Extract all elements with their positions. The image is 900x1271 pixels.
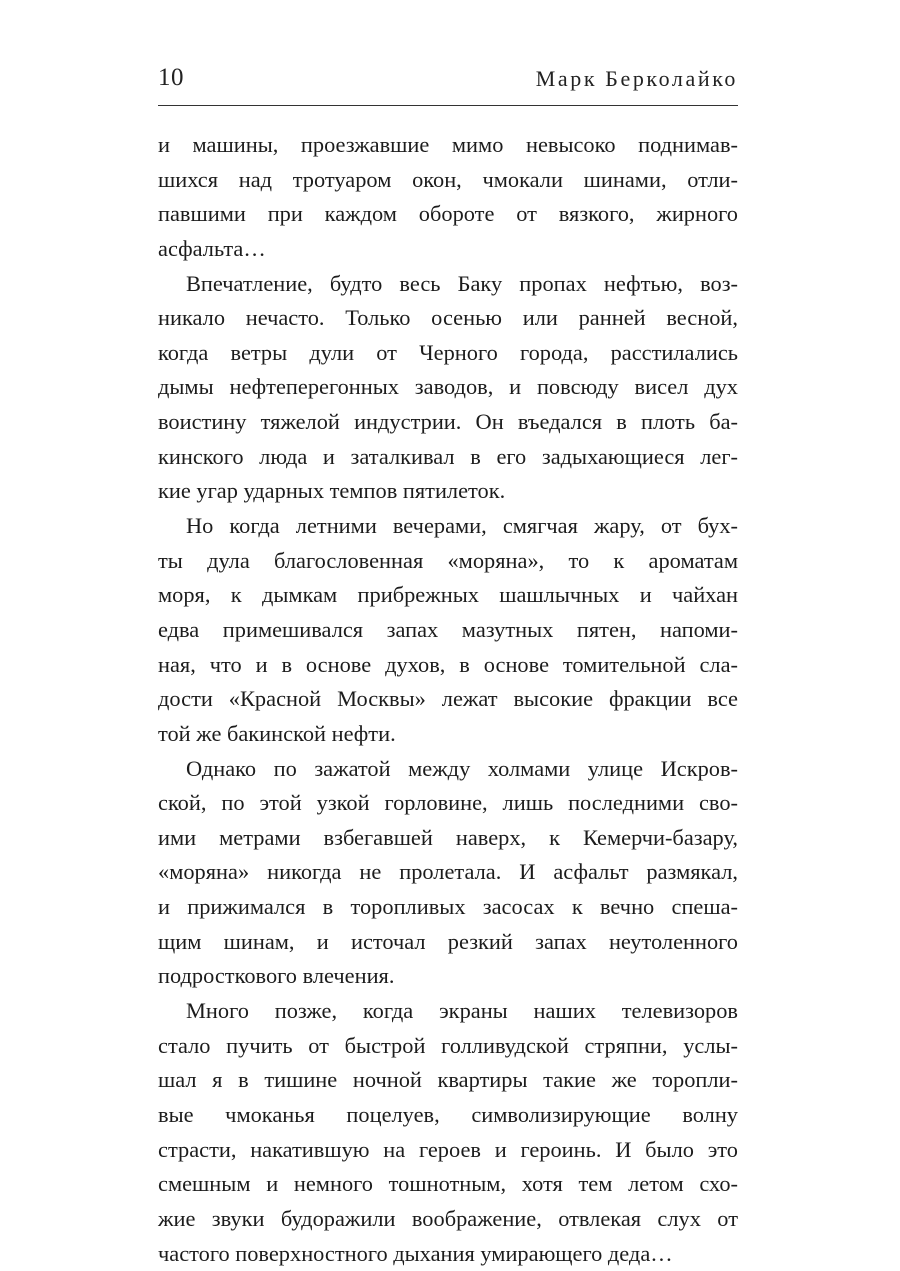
text-line: ими метрами взбегавшей наверх, к Кемерчи-базару, bbox=[158, 821, 738, 856]
text-line: щим шинам, и источал резкий запах неутоленного bbox=[158, 925, 738, 960]
text-line: Однако по зажатой между холмами улице Искров- bbox=[158, 752, 738, 787]
text-line: ты дула благословенная «моряна», то к ароматам bbox=[158, 544, 738, 579]
text-line: Но когда летними вечерами, смягчая жару, от бух- bbox=[158, 509, 738, 544]
text-line: асфальта… bbox=[158, 232, 738, 267]
text-line: частого поверхностного дыхания умирающего деда… bbox=[158, 1237, 738, 1271]
text-line: вые чмоканья поцелуев, символизирующие волну bbox=[158, 1098, 738, 1133]
text-line: моря, к дымкам прибрежных шашлычных и чайхан bbox=[158, 578, 738, 613]
text-line: никало нечасто. Только осенью или ранней весной, bbox=[158, 301, 738, 336]
header-rule bbox=[158, 105, 738, 106]
text-line: стало пучить от быстрой голливудской стряпни, услы- bbox=[158, 1029, 738, 1064]
text-line: когда ветры дули от Черного города, расстилались bbox=[158, 336, 738, 371]
text-line: жие звуки будоражили воображение, отвлекая слух от bbox=[158, 1202, 738, 1237]
body-text bbox=[158, 128, 738, 1271]
text-line: шихся над тротуаром окон, чмокали шинами, отли- bbox=[158, 163, 738, 198]
text-line: шал я в тишине ночной квартиры такие же торопли- bbox=[158, 1063, 738, 1098]
text-line: едва примешивался запах мазутных пятен, напоми- bbox=[158, 613, 738, 648]
text-line: и прижимался в торопливых засосах к вечно спеша- bbox=[158, 890, 738, 925]
page-number: 10 bbox=[158, 64, 184, 92]
text-line: Много позже, когда экраны наших телевизоров bbox=[158, 994, 738, 1029]
text-line: и машины, проезжавшие мимо невысоко поднимав- bbox=[158, 128, 738, 163]
running-head-author: Марк Берколайко bbox=[536, 66, 738, 92]
text-line: страсти, накатившую на героев и героинь. И было это bbox=[158, 1133, 738, 1168]
text-line: ная, что и в основе духов, в основе томительной сла- bbox=[158, 648, 738, 683]
text-line: кие угар ударных темпов пятилеток. bbox=[158, 474, 738, 509]
text-line: «моряна» никогда не пролетала. И асфальт размякал, bbox=[158, 855, 738, 890]
text-line: Впечатление, будто весь Баку пропах нефтью, воз- bbox=[158, 267, 738, 302]
text-line: смешным и немного тошнотным, хотя тем летом схо- bbox=[158, 1167, 738, 1202]
text-line: дымы нефтеперегонных заводов, и повсюду висел дух bbox=[158, 370, 738, 405]
text-line: подросткового влечения. bbox=[158, 959, 738, 994]
text-line: кинского люда и заталкивал в его задыхающиеся лег- bbox=[158, 440, 738, 475]
text-line: дости «Красной Москвы» лежат высокие фракции все bbox=[158, 682, 738, 717]
text-line: воистину тяжелой индустрии. Он въедался в плоть ба- bbox=[158, 405, 738, 440]
text-line: павшими при каждом обороте от вязкого, жирного bbox=[158, 197, 738, 232]
text-line: той же бакинской нефти. bbox=[158, 717, 738, 752]
page-header bbox=[158, 64, 738, 104]
text-line: ской, по этой узкой горловине, лишь последними сво- bbox=[158, 786, 738, 821]
